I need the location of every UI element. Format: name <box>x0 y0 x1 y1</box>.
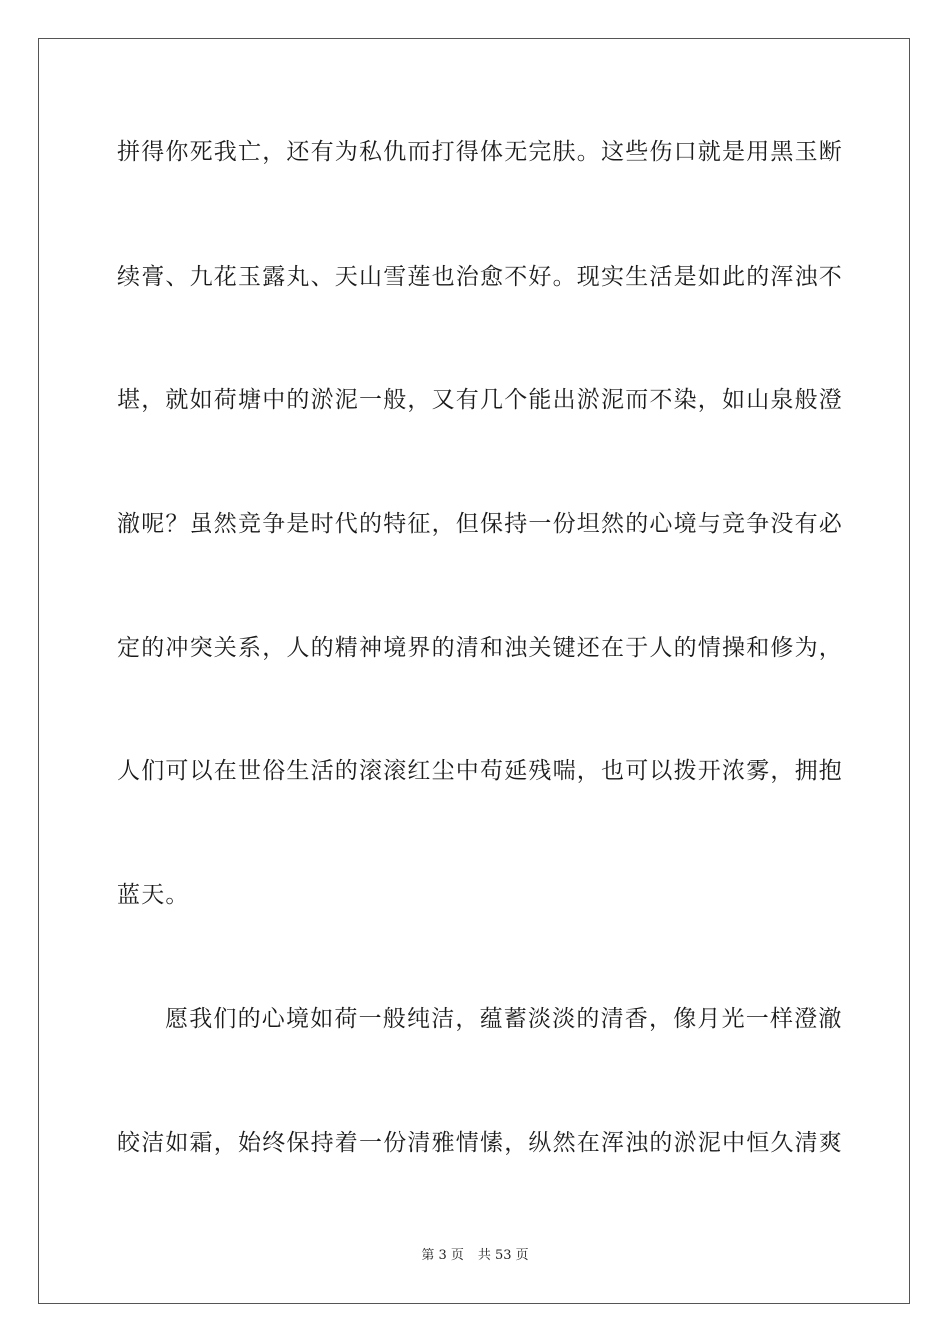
page-number: 第 3 页 <box>421 1248 464 1263</box>
text-line-2: 续膏、九花玉露丸、天山雪莲也治愈不好。现实生活是如此的浑浊不 <box>117 264 843 290</box>
text-line-8-paragraph-start: 愿我们的心境如荷一般纯洁，蕴蓄淡淡的清香，像月光一样澄澈 <box>165 1006 843 1032</box>
text-line-7: 蓝天。 <box>117 882 190 908</box>
page-total: 共 53 页 <box>477 1248 529 1263</box>
page-footer <box>0 1248 950 1264</box>
text-line-3: 堪，就如荷塘中的淤泥一般，又有几个能出淤泥而不染，如山泉般澄 <box>117 387 843 413</box>
text-line-1: 拼得你死我亡，还有为私仇而打得体无完肤。这些伤口就是用黑玉断 <box>117 139 843 165</box>
page-border <box>38 38 910 1304</box>
text-line-6: 人们可以在世俗生活的滚滚红尘中苟延残喘，也可以拨开浓雾，拥抱 <box>117 758 843 784</box>
text-line-9: 皎洁如霜，始终保持着一份清雅情愫，纵然在浑浊的淤泥中恒久清爽 <box>117 1130 843 1156</box>
text-line-4: 澈呢？虽然竞争是时代的特征，但保持一份坦然的心境与竞争没有必 <box>117 511 843 537</box>
text-line-5: 定的冲突关系，人的精神境界的清和浊关键还在于人的情操和修为， <box>117 635 843 661</box>
